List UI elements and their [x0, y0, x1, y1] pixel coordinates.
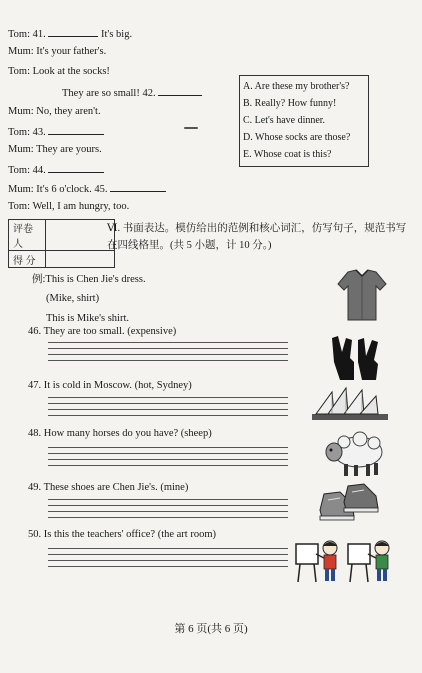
teacher-board-picture-1: [294, 538, 344, 584]
answer-blank-45[interactable]: [110, 182, 166, 192]
question-49: 49. These shoes are Chen Jie's. (mine): [28, 482, 189, 493]
opera-house-picture: [310, 382, 390, 422]
answer-blank-41[interactable]: [48, 27, 98, 37]
writing-lines-46[interactable]: [48, 342, 288, 364]
answer-blank-44[interactable]: [48, 163, 104, 173]
dialogue-line-41: Tom: 41. It's big.: [8, 29, 133, 40]
writing-lines-48[interactable]: [48, 447, 288, 469]
score-cell[interactable]: [46, 251, 115, 268]
dialogue-line-45: Mum: It's 6 o'clock. 45.: [8, 182, 166, 196]
dialogue-line: Tom: Well, I am hungry, too.: [8, 201, 130, 212]
grader-label: 评卷人: [9, 220, 46, 251]
option-d: D. Whose socks are those?: [243, 132, 351, 143]
section-title: Ⅵ. 书面表达。模仿给出的范例和核心词汇，仿写句子，规范书写在四线格里。(共 5 小题，计 10 分。): [107, 223, 407, 251]
example-answer: This is Mike's shirt.: [46, 313, 129, 324]
sheep-picture: [320, 430, 386, 478]
dialogue-line: Mum: They are yours.: [8, 144, 102, 155]
score-label: 得 分: [9, 251, 46, 268]
answer-blank-43[interactable]: [48, 125, 104, 135]
grader-cell[interactable]: [46, 220, 115, 251]
example-line: 例:This is Chen Jie's dress.: [32, 274, 146, 285]
gloves-picture: [328, 332, 384, 382]
question-47: 47. It is cold in Moscow. (hot, Sydney): [28, 380, 192, 391]
question-46: 46. They are too small. (expensive): [28, 326, 177, 337]
writing-lines-47[interactable]: [48, 397, 288, 419]
writing-lines-49[interactable]: [48, 499, 288, 521]
options-box: [239, 75, 369, 167]
page-footer: 第 6 页(共 6 页): [174, 623, 248, 635]
dialogue-line: Mum: No, they aren't.: [8, 106, 101, 117]
dialogue-line-43: Tom: 43.: [8, 125, 104, 139]
shoes-picture: [318, 480, 380, 526]
score-table: [8, 219, 115, 268]
dialogue-line: Tom: Look at the socks!: [8, 66, 110, 77]
question-48: 48. How many horses do you have? (sheep): [28, 428, 212, 439]
dialogue-line-42: They are so small! 42.: [62, 86, 202, 100]
option-b: B. Really? How funny!: [243, 98, 337, 109]
option-e: E. Whose coat is this?: [243, 149, 332, 160]
teacher-board-picture-2: [346, 538, 396, 584]
option-a: A. Are these my brother's?: [243, 81, 350, 92]
shirt-picture: [336, 268, 388, 322]
option-c: C. Let's have dinner.: [243, 115, 326, 126]
dialogue-line-44: Tom: 44.: [8, 163, 104, 177]
writing-lines-50[interactable]: [48, 548, 288, 570]
scan-mark: [184, 127, 198, 129]
dialogue-line: Mum: It's your father's.: [8, 46, 107, 57]
answer-blank-42[interactable]: [158, 86, 202, 96]
question-50: 50. Is this the teachers' office? (the art room): [28, 529, 217, 540]
example-cue: (Mike, shirt): [46, 293, 100, 304]
